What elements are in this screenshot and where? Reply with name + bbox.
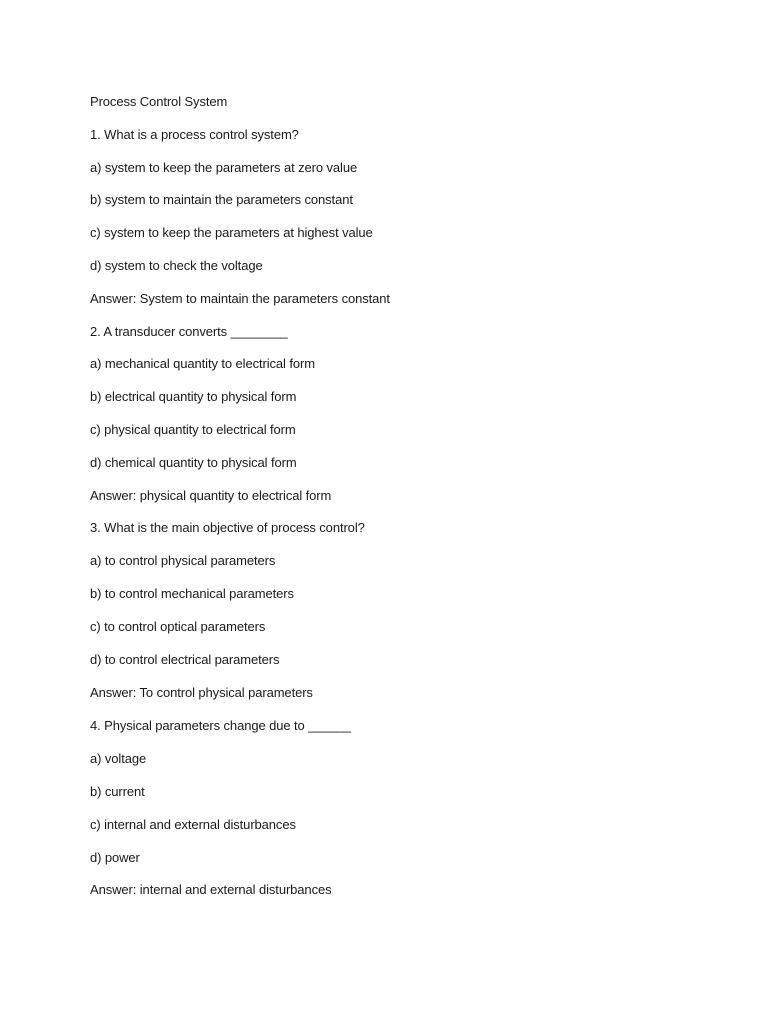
document-title: Process Control System <box>90 94 228 109</box>
question-2: 2. A transducer converts ________ <box>90 324 288 339</box>
question-3-option-d: d) to control electrical parameters <box>90 652 280 667</box>
question-1-option-c: c) system to keep the parameters at highest value <box>90 225 373 240</box>
question-2-option-a: a) mechanical quantity to electrical form <box>90 356 315 371</box>
question-4-option-d: d) power <box>90 850 140 865</box>
question-3-answer: Answer: To control physical parameters <box>90 685 313 700</box>
question-1-option-b: b) system to maintain the parameters constant <box>90 192 353 207</box>
question-1-answer: Answer: System to maintain the parameters constant <box>90 291 390 306</box>
question-3-option-a: a) to control physical parameters <box>90 553 276 568</box>
question-3: 3. What is the main objective of process control? <box>90 520 365 535</box>
question-2-option-d: d) chemical quantity to physical form <box>90 455 297 470</box>
question-4-answer: Answer: internal and external disturbances <box>90 882 332 897</box>
question-4-option-b: b) current <box>90 784 145 799</box>
question-4-option-c: c) internal and external disturbances <box>90 817 296 832</box>
question-1-option-a: a) system to keep the parameters at zero value <box>90 160 358 175</box>
question-2-answer: Answer: physical quantity to electrical form <box>90 488 332 503</box>
question-3-option-c: c) to control optical parameters <box>90 619 266 634</box>
question-2-option-c: c) physical quantity to electrical form <box>90 422 296 437</box>
question-2-option-b: b) electrical quantity to physical form <box>90 389 297 404</box>
question-1: 1. What is a process control system? <box>90 127 299 142</box>
question-1-option-d: d) system to check the voltage <box>90 258 263 273</box>
question-3-option-b: b) to control mechanical parameters <box>90 586 294 601</box>
question-4: 4. Physical parameters change due to ______ <box>90 718 351 733</box>
question-4-option-a: a) voltage <box>90 751 147 766</box>
